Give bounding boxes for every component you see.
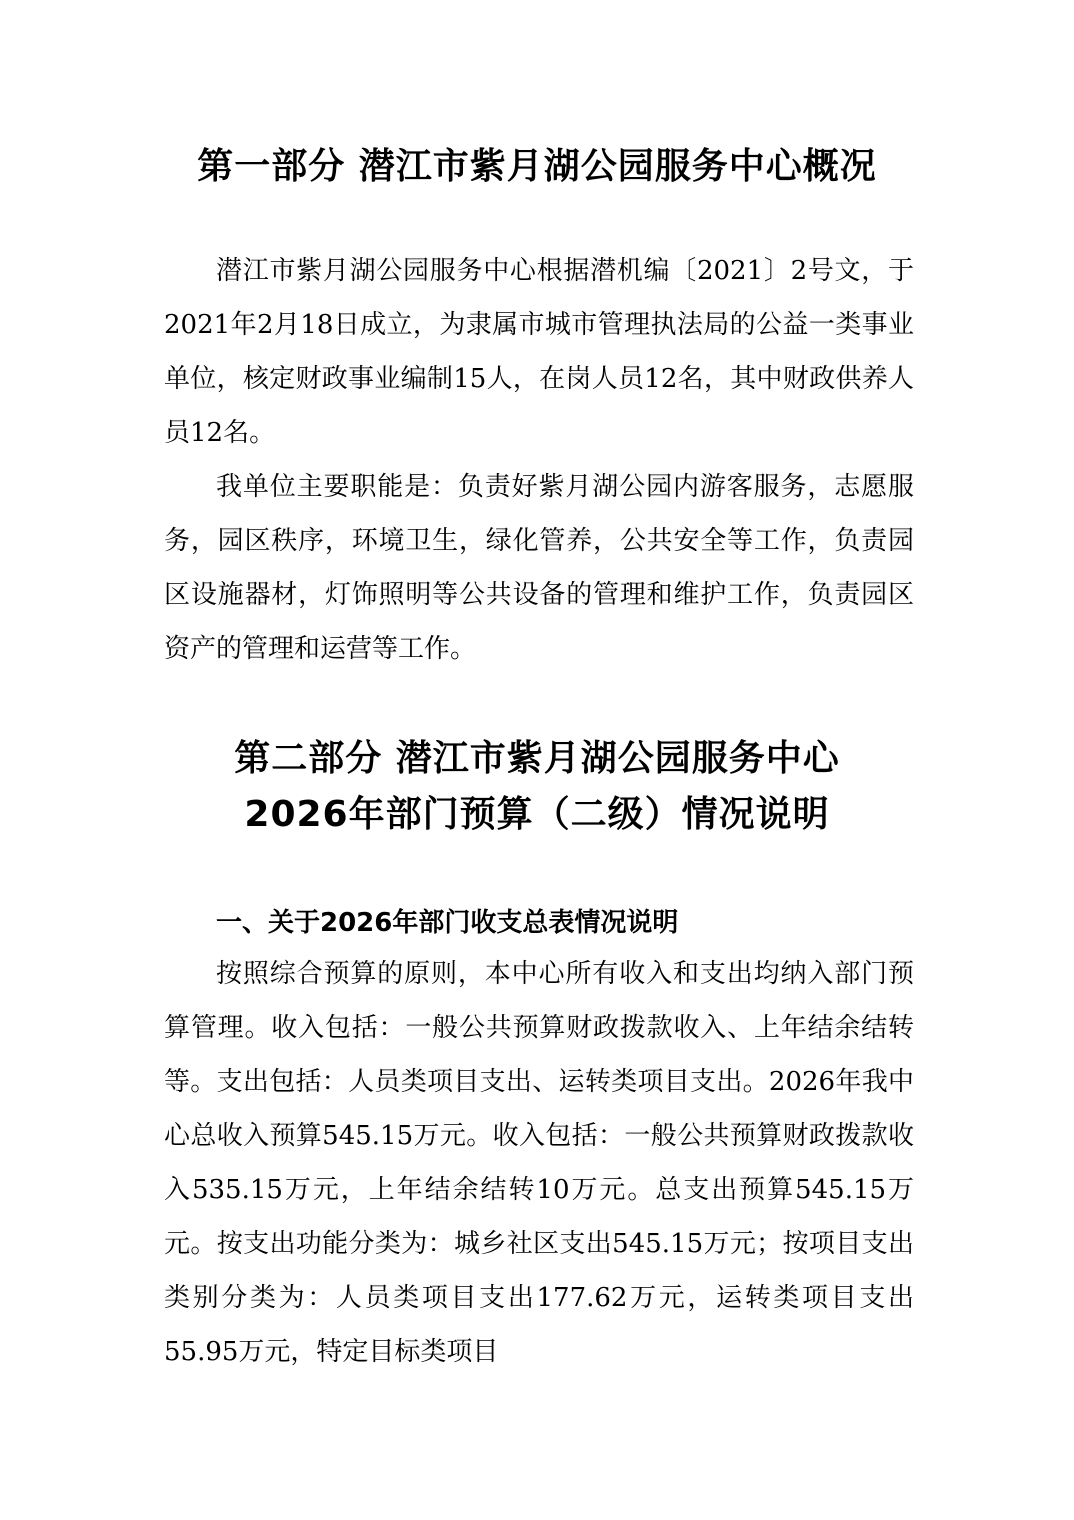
part1-paragraph-duties: 我单位主要职能是：负责好紫月湖公园内游客服务，志愿服务，园区秩序，环境卫生，绿化管养，公共安全等工作，负责园区设施器材，灯饰照明等公共设备的管理和维护工作，负责园区资产的管理和运营等工作。 — [164, 472, 914, 664]
section1-paragraph: 按照综合预算的原则，本中心所有收入和支出均纳入部门预算管理。收入包括：一般公共预算财政拨款收入、上年结余结转等。支出包括：人员类项目支出、运转类项目支出。2026年我中心总收入预算545.15万元。收入包括：一般公共预算财政拨款收入535.15万元，上年结余结转10万元。总支出预算545.15万元。按支出功能分类为：城乡社区支出545.15万元；按项目支出类别分类为：人员类项目支出177.62万元，运转类项目支出55.95万元，特定目标类项目 — [164, 959, 914, 1367]
part1-paragraph-overview: 潜江市紫月湖公园服务中心根据潜机编〔2021〕2号文，于2021年2月18日成立，为隶属市城市管理执法局的公益一类事业单位，核定财政事业编制15人，在岗人员12名，其中财政供养人员12名。 — [164, 256, 914, 448]
section1-heading: 一、关于2026年部门收支总表情况说明 — [216, 908, 679, 938]
part1-body — [164, 244, 914, 676]
part1-title: 第一部分 潜江市紫月湖公园服务中心概况 — [197, 146, 877, 187]
section1-body — [164, 947, 914, 1379]
part2-title-line1: 第二部分 潜江市紫月湖公园服务中心 — [234, 738, 840, 779]
part2-title-line2: 2026年部门预算（二级）情况说明 — [244, 794, 830, 835]
